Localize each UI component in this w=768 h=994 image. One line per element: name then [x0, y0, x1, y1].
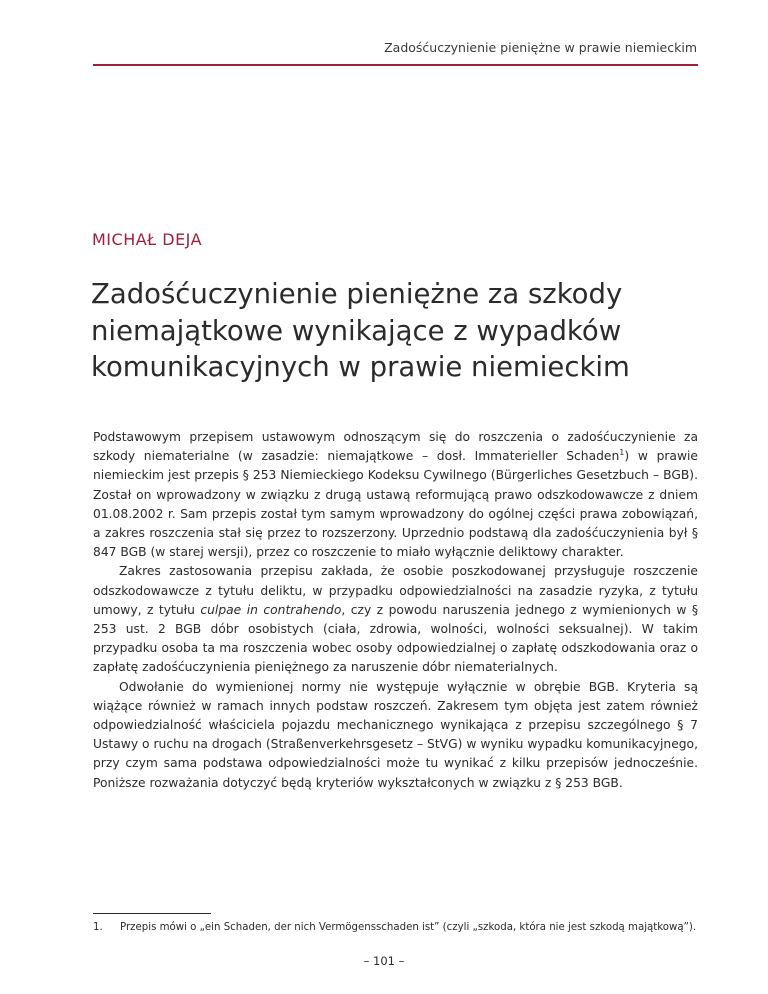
paragraph-3: Odwołanie do wymienionej normy nie występuje wyłącznie w obrębie BGB. Kryteria są wiążące również w ramach innych podstaw roszczeń. Zakresem tym objęta jest zatem również odpowiedzialność właściciela pojazdu mechanicznego wynikająca z przepisu szczególnego § 7 Ustawy o ruchu na drogach (Straßenverkehrsgesetz – StVG) w wyniku wypadku komunikacyjnego, przy czym sama podstawa odpowiedzialności może tu wynikać z kilku przepisów jednocześnie. Poniższe rozważania dotyczyć będą kryteriów wykształconych w związku z § 253 BGB. — [93, 679, 698, 790]
paragraph-2-text-a: Zakres zastosowania przepisu zakłada, że osobie poszkodowanej przysługuje roszczenie odszkodowawcze z tytułu deliktu, w przypadku odpowiedzialności na zasadzie ryzyka, z tytułu umowy, z tytułu — [93, 564, 698, 617]
footnote-ref-1: 1 — [619, 448, 625, 458]
author-name: MICHAŁ DEJA — [92, 230, 203, 249]
paragraph-1-text-b: ) w prawie niemieckim jest przepis § 253 Niemieckiego Kodeksu Cywilnego (Bürgerliches Gesetzbuch – BGB). Został on wprowadzony w związku z drugą ustawą reformującą prawo odszkodowawcze z dniem 01.08.2002 r. Sam przepis został tym samym wprowadzony do ogólnej części prawa zobowiązań, a zakres roszczenia stał się przez to rozszerzony. Uprzednio podstawą dla zadośćuczynienia był § 847 BGB (w starej wersji), przez co roszczenie to miało wyłącznie deliktowy charakter. — [93, 449, 698, 560]
footnote-1 — [93, 922, 698, 933]
page-number: – 101 – — [363, 954, 405, 968]
paragraph-1 — [93, 428, 698, 562]
paragraph-2 — [93, 562, 698, 677]
paragraph-2-text-b: , czy z powodu naruszenia jednego z wymienionych w § 253 ust. 2 BGB dóbr osobistych (ciała, zdrowia, wolności, wolności seksualnej). W takim przypadku osoba ta ma roszczenia wobec osoby odpowiedzialnej o zapłatę odszkodowania oraz o zapłatę zadośćuczynienia pieniężnego za naruszenie dóbr niematerialnych. — [93, 602, 698, 675]
footnote-number: 1. — [93, 922, 103, 933]
footnote-text: Przepis mówi o „ein Schaden, der nich Vermögensschaden ist” (czyli „szkoda, która nie jest szkodą majątkową”). — [120, 922, 697, 933]
article-title: Zadośćuczynienie pieniężne za szkody niemajątkowe wynikające z wypadków komunikacyjnych w prawie niemieckim — [91, 278, 630, 383]
paragraph-2-italic: culpae in contrahendo — [200, 602, 342, 617]
article-body — [93, 428, 698, 793]
footnote-rule — [93, 913, 211, 914]
header-rule — [93, 64, 698, 66]
running-head: Zadośćuczynienie pieniężne w prawie niemieckim — [384, 40, 697, 55]
paragraph-1-text-a: Podstawowym przepisem ustawowym odnoszącym się do roszczenia o zadośćuczynienie za szkody niematerialne (w zasadzie: niemajątkowe – dosł. Immaterieller Schaden — [93, 430, 698, 464]
